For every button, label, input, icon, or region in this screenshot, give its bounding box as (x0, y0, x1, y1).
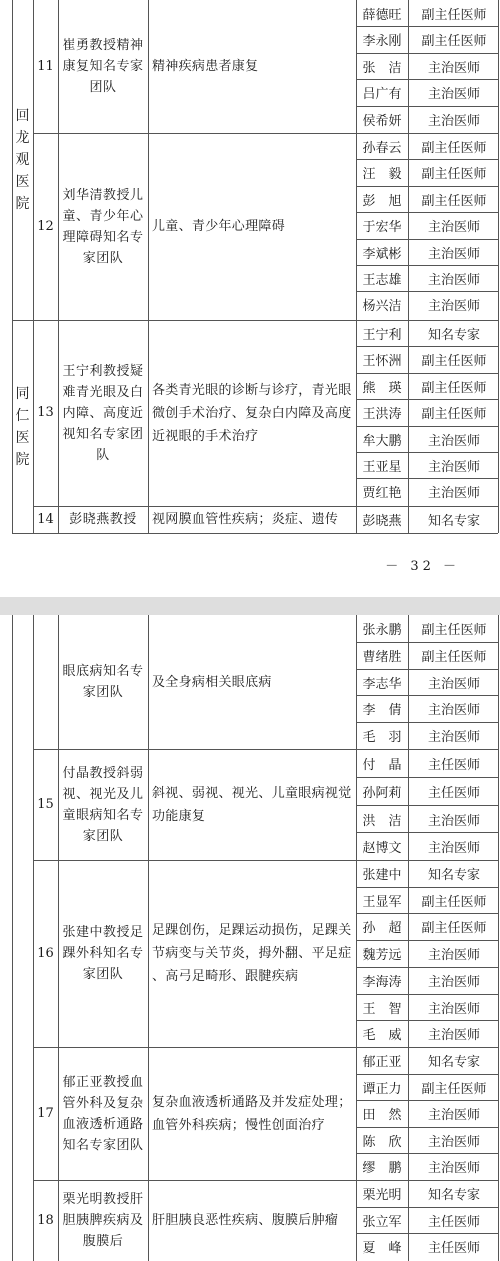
member-title: 主治医师 (427, 948, 480, 963)
group-number: 14 (37, 511, 54, 527)
member-title: 知名专家 (427, 1055, 480, 1070)
member-title: 主治医师 (427, 840, 480, 856)
member-name: 王志雄 (362, 272, 402, 288)
group-number: 12 (37, 218, 54, 234)
member-name: 贾红艳 (362, 485, 402, 501)
team-name: 郁正亚教授血 管外科及复杂 血液透析通路 知名专家团队 (62, 1074, 144, 1153)
member-name: 侯希妍 (362, 113, 402, 129)
member-name: 付 晶 (362, 757, 402, 773)
member-name: 田 然 (362, 1108, 402, 1123)
member-title: 副主任医师 (421, 921, 487, 936)
member-name: 孙阿莉 (362, 785, 402, 801)
member-title: 主治医师 (427, 813, 480, 829)
member-title: 主治医师 (427, 1002, 480, 1017)
member-name: 王宁利 (362, 327, 402, 343)
member-name: 张立军 (362, 1215, 402, 1230)
member-title: 主治医师 (427, 703, 480, 718)
hospital-name (12, 0, 33, 320)
member-title: 主治医师 (427, 60, 480, 76)
member-title: 主治医师 (427, 1108, 480, 1123)
member-title: 主任医师 (427, 1241, 480, 1256)
member-name: 王洪涛 (362, 406, 402, 422)
member-title: 主治医师 (427, 1135, 480, 1150)
member-title: 知名专家 (427, 327, 480, 343)
member-name: 彭晓燕 (362, 513, 402, 529)
member-title: 知名专家 (427, 1188, 480, 1203)
member-name: 毛 羽 (362, 730, 402, 745)
member-name: 栗光明 (362, 1188, 402, 1203)
member-name: 郁正亚 (362, 1055, 402, 1070)
member-title: 副主任医师 (421, 193, 487, 209)
member-title: 知名专家 (427, 513, 480, 529)
member-name: 李海涛 (362, 975, 402, 990)
member-title: 副主任医师 (421, 895, 487, 910)
team-name: 栗光明教授肝 胆胰脾疾病及 腹膜后 (62, 1192, 144, 1249)
member-name: 杨兴洁 (362, 298, 402, 314)
member-title: 副主任医师 (421, 650, 487, 665)
service-scope: 肝胆胰良恶性疾病、腹膜后肿瘤 (152, 1213, 339, 1228)
team-name: 彭晓燕教授 (69, 512, 137, 527)
group-number: 18 (37, 1212, 54, 1228)
team-name: 张建中教授足 踝外科知名专 家团队 (62, 925, 144, 982)
member-title: 副主任医师 (421, 353, 487, 369)
group-number: 15 (37, 796, 54, 812)
group-number: 11 (37, 58, 54, 74)
v-rule (148, 615, 149, 1261)
member-title: 副主任医师 (421, 166, 487, 182)
member-title: 主任医师 (427, 757, 480, 773)
member-name: 于宏华 (362, 219, 402, 235)
v-rule (58, 0, 59, 533)
member-title: 副主任医师 (421, 623, 487, 638)
v-rule (12, 615, 13, 1261)
v-rule (58, 615, 59, 1261)
member-title: 副主任医师 (421, 380, 487, 396)
member-name: 李志华 (362, 677, 402, 692)
member-title: 主治医师 (427, 459, 480, 475)
service-scope: 精神疾病患者康复 (152, 59, 259, 74)
service-scope: 足踝创伤，足踝运动损伤，足踝关 节病变与关节炎，拇外翻、平足症 、高弓足畸形、跟腱疾病 (152, 923, 352, 984)
group-number (33, 615, 58, 749)
team-name: 眼底病知名专 家团队 (62, 664, 144, 700)
member-name: 彭 旭 (362, 193, 402, 209)
member-title: 主治医师 (427, 246, 480, 262)
service-scope: 斜视、弱视、视光、儿童眼病视觉 功能康复 (152, 785, 352, 824)
member-title: 主治医师 (427, 1161, 480, 1176)
member-name: 王 智 (362, 1002, 402, 1017)
member-name: 李永刚 (362, 33, 402, 49)
h-rule (12, 533, 498, 534)
hospital-label: 同 仁 医 院 (15, 385, 30, 468)
team-name: 王宁利教授疑 难青光眼及白 内障、高度近 视知名专家团 队 (62, 363, 144, 463)
member-title: 主任医师 (427, 1215, 480, 1230)
member-name: 汪 毅 (362, 166, 402, 182)
member-name: 曹绪胜 (362, 650, 402, 665)
member-name: 孙春云 (362, 140, 402, 156)
member-name: 李斌彬 (362, 246, 402, 262)
member-name: 夏 峰 (362, 1241, 402, 1256)
member-name: 熊 瑛 (362, 380, 402, 396)
service-scope: 各类青光眼的诊断与诊疗，青光眼 微创手术治疗、复杂白内障及高度 近视眼的手术治疗 (152, 382, 352, 444)
v-rule (148, 0, 149, 533)
member-name: 陈 欣 (362, 1135, 402, 1150)
member-name: 张建中 (362, 868, 402, 883)
member-name: 薛德旺 (362, 7, 402, 23)
member-title: 副主任医师 (421, 33, 487, 49)
page-32 (0, 0, 500, 597)
service-scope: 儿童、青少年心理障碍 (152, 219, 286, 234)
member-name: 缪 鹏 (362, 1161, 402, 1176)
service-scope: 及全身病相关眼底病 (152, 674, 272, 690)
member-name: 张 洁 (362, 60, 402, 76)
member-title: 主任医师 (427, 785, 480, 801)
member-name: 洪 洁 (362, 813, 402, 829)
member-name: 王亚星 (362, 459, 402, 475)
page-number: － 32 － (385, 559, 460, 574)
member-title: 副主任医师 (421, 1082, 487, 1097)
service-scope: 视网膜血管性疾病；炎症、遗传 (152, 512, 339, 527)
team-name: 付晶教授斜弱 视、视光及儿 童眼病知名专 家团队 (62, 765, 144, 844)
member-title: 主治医师 (427, 485, 480, 501)
member-name: 李 倩 (362, 703, 402, 718)
member-name: 王怀洲 (362, 353, 402, 369)
group-number: 16 (37, 945, 54, 961)
member-name: 毛 威 (362, 1028, 402, 1043)
member-name: 张永鹏 (362, 623, 402, 638)
member-title: 主治医师 (427, 298, 480, 314)
page-gap (0, 597, 500, 615)
member-title: 主治医师 (427, 677, 480, 692)
member-title: 主治医师 (427, 975, 480, 990)
member-name: 孙 超 (362, 921, 402, 936)
member-title: 副主任医师 (421, 140, 487, 156)
member-name: 魏芳远 (362, 948, 402, 963)
member-name: 王显军 (362, 895, 402, 910)
member-title: 主治医师 (427, 219, 480, 235)
group-number: 13 (37, 405, 54, 420)
hospital-label: 回 龙 观 医 院 (15, 108, 30, 212)
member-title: 副主任医师 (421, 7, 487, 23)
member-title: 主治医师 (427, 730, 480, 745)
team-name: 刘华清教授儿 童、青少年心 理障碍知名专 家团队 (62, 187, 144, 266)
group-number: 17 (37, 1105, 54, 1121)
hospital-name (12, 320, 33, 533)
member-name: 牟大鹏 (362, 433, 402, 449)
member-name: 吕广有 (362, 86, 402, 102)
member-title: 主治医师 (427, 433, 480, 449)
member-title: 主治医师 (427, 113, 480, 129)
member-name: 赵博文 (362, 840, 402, 856)
member-title: 副主任医师 (421, 406, 487, 422)
team-name: 崔勇教授精神 康复知名专家 团队 (62, 38, 144, 95)
page-33 (0, 615, 500, 1261)
member-name: 谭正力 (362, 1082, 402, 1097)
member-title: 主治医师 (427, 1028, 480, 1043)
member-title: 主治医师 (427, 272, 480, 288)
service-scope: 复杂血液透析通路及并发症处理； 血管外科疾病；慢性创面治疗 (152, 1094, 352, 1133)
member-title: 知名专家 (427, 868, 480, 883)
member-title: 主治医师 (427, 86, 480, 102)
